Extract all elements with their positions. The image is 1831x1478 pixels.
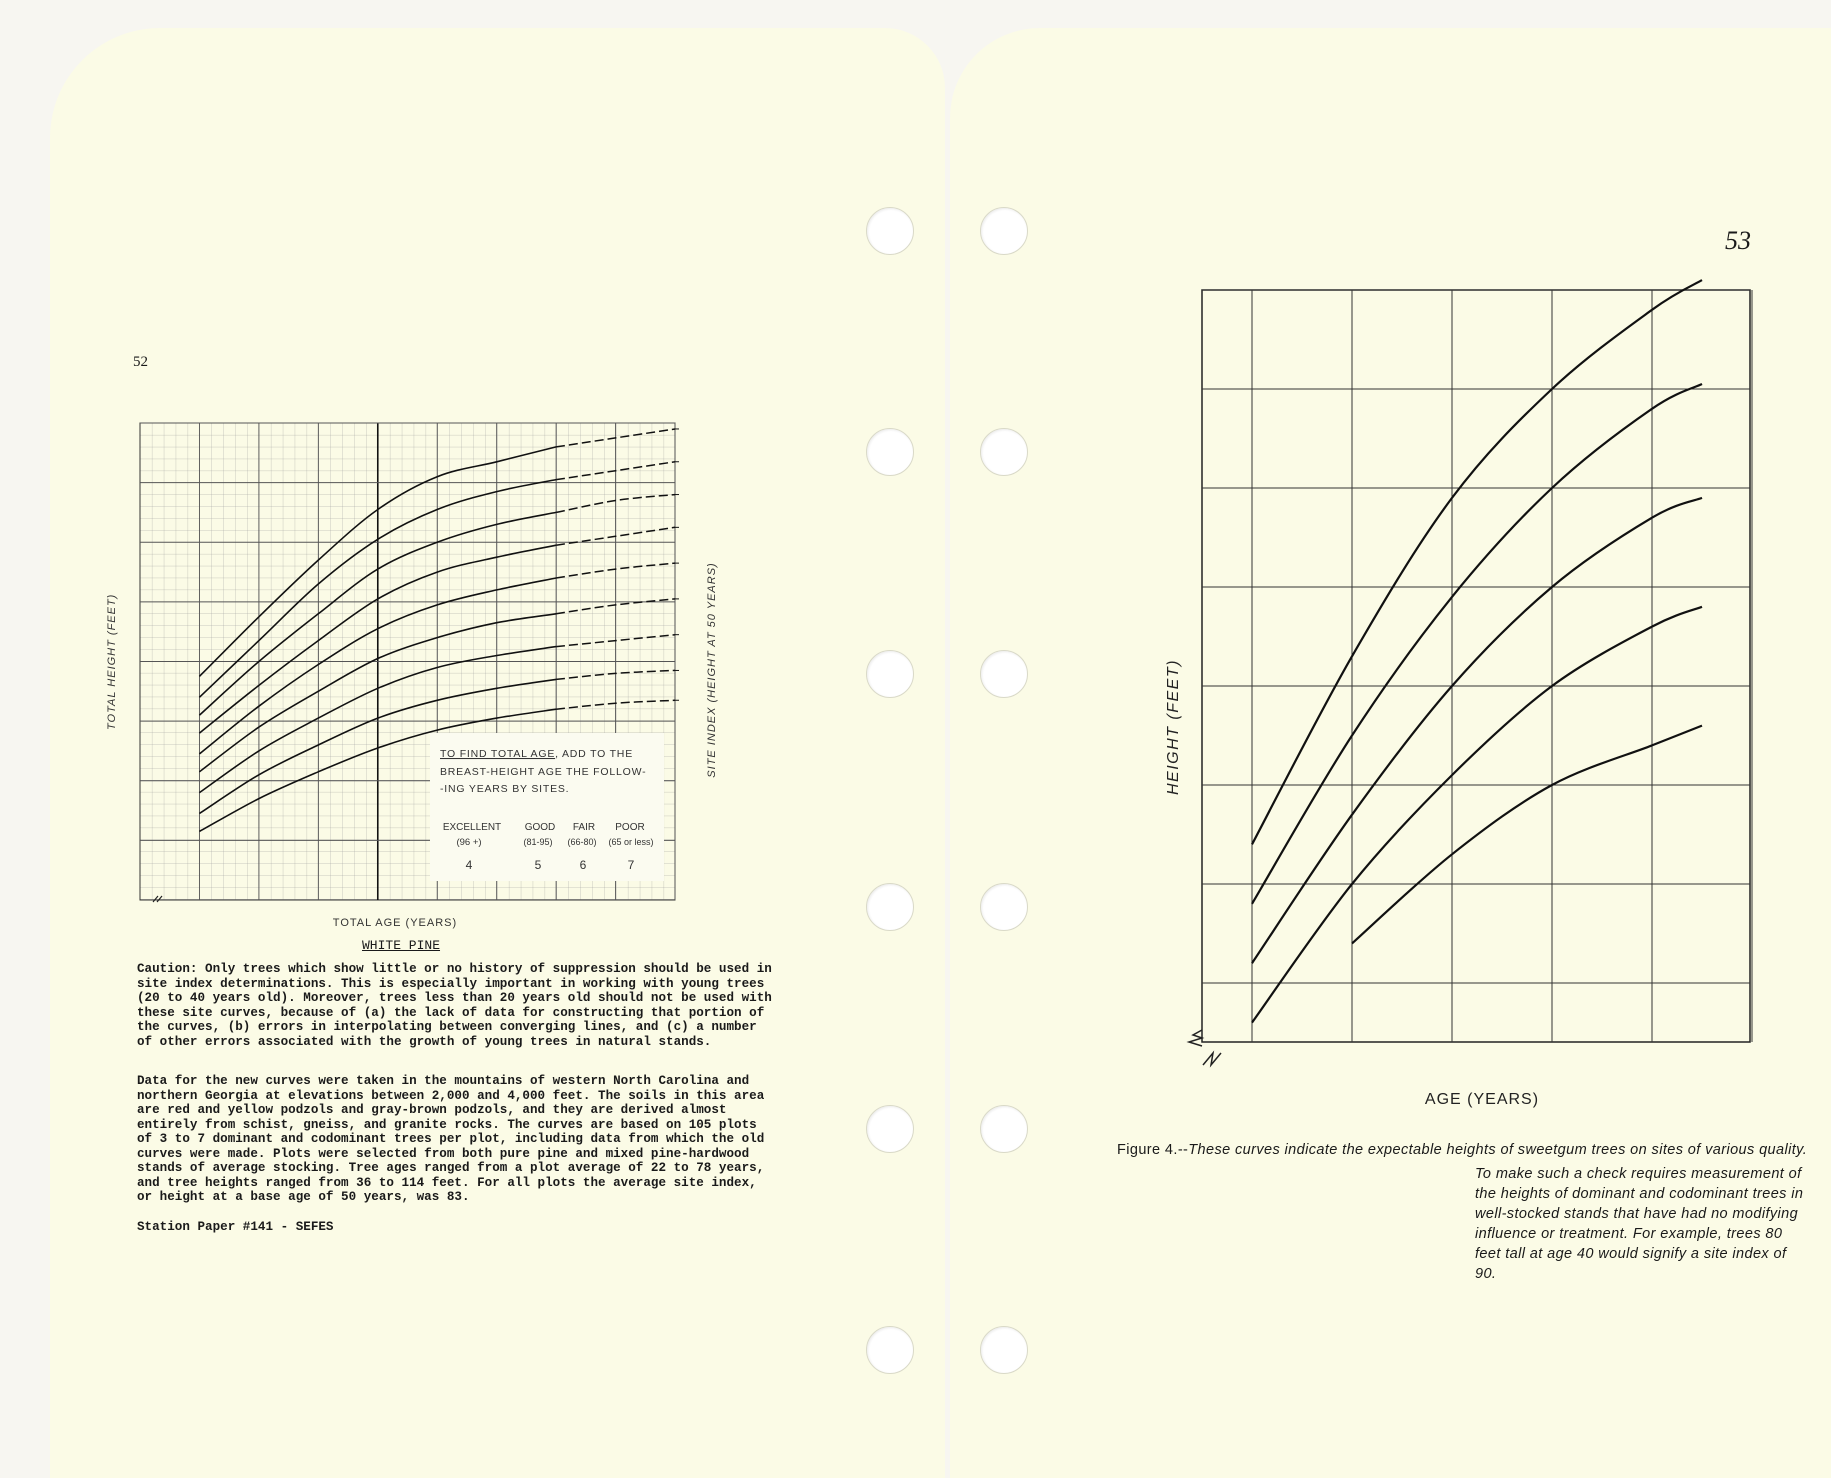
binder-hole	[866, 1326, 914, 1374]
inset-col-value: 4	[465, 858, 473, 872]
station-paper-footer: Station Paper #141 - SEFES	[137, 1220, 334, 1234]
site-curve-110	[1252, 280, 1702, 844]
binder-hole	[866, 883, 914, 931]
binder-hole	[866, 1105, 914, 1153]
caution-paragraph: Caution: Only trees which show little or no history of suppression should be used in site index determinations. This is especially important in working with young trees (20 to 40 years old). Moreover, trees less than 20 years old should not be used with these site curves, because of (a) the lack of data for constructing that portion of the curves, (b) errors in interpolating between converging lines, and (c) a number of other errors associated with the growth of young trees in natural stands.	[137, 962, 772, 1049]
binder-hole	[866, 428, 914, 476]
white-pine-site-index-chart	[95, 400, 755, 940]
binder-hole	[866, 650, 914, 698]
inset-col-range: (65 or less)	[608, 837, 654, 847]
inset-col-value: 5	[534, 858, 542, 872]
inset-col-value: 7	[627, 858, 635, 872]
data-paragraph: Data for the new curves were taken in the mountains of western North Carolina and northern Georgia at elevations between 2,000 and 4,000 feet. The soils in this area are red and yellow podzols and gray-brown podzols, and they are derived almost entirely from schist, gneiss, and granite rocks. The curves are based on 105 plots of 3 to 7 dominant and codominant trees per plot, including data from which the old curves were made. Plots were selected from both pure pine and mixed pine-hardwood stands of average stocking. Tree ages ranged from a plot average of 22 to 78 years, and tree heights ranged from 36 to 114 feet. For all plots the average site index, or height at a base age of 50 years, was 83.	[137, 1074, 765, 1204]
binder-hole	[980, 1326, 1028, 1374]
inset-line-1	[440, 748, 633, 760]
inset-col-range: (66-80)	[567, 837, 597, 847]
binder-hole	[980, 650, 1028, 698]
left-page-number: 52	[133, 354, 148, 370]
inset-col-range: (96 +)	[456, 837, 482, 848]
y-axis-title: HEIGHT (FEET)	[1165, 659, 1182, 795]
inset-line-2: BREAST-HEIGHT AGE THE FOLLOW-	[440, 766, 647, 778]
axis-break-mark	[1189, 1030, 1221, 1065]
binder-hole	[980, 207, 1028, 255]
inset-col-name: EXCELLENT	[442, 822, 502, 833]
binder-hole	[866, 207, 914, 255]
x-axis-title: TOTAL AGE (YEARS)	[332, 917, 458, 929]
caption-label: Figure 4.--	[1117, 1142, 1189, 1158]
binder-hole	[980, 883, 1028, 931]
inset-col-name: POOR	[615, 822, 645, 833]
x-axis-title: AGE (YEARS)	[1424, 1091, 1540, 1108]
inset-line-3: -ING YEARS BY SITES.	[440, 783, 570, 795]
caption-line-2: To make such a check requires measurement of the heights of dominant and codominant trees in well-stocked stands that have had no modifying influence or treatment. For example, trees 80 feet tall at age 40 would signify a site index of 90.	[1475, 1166, 1804, 1282]
left-figure-title: WHITE PINE	[362, 938, 441, 953]
inset-col-range: (81-95)	[523, 837, 553, 847]
caption-line-1: These curves indicate the expectable heights of sweetgum trees on sites of various quality.	[1188, 1142, 1808, 1158]
figure-4-caption	[1117, 1140, 1812, 1284]
y-axis-title: TOTAL HEIGHT (FEET)	[106, 593, 118, 730]
inset-col-name: GOOD	[524, 822, 556, 833]
right-page-number: 53	[1725, 226, 1751, 255]
inset-col-value: 6	[579, 858, 587, 872]
chart-plot-frame	[1202, 290, 1750, 1042]
site-curve-100	[1252, 384, 1702, 904]
inset-heading-underlined: TO FIND TOTAL AGE	[440, 748, 556, 760]
inset-heading-rest: , ADD TO THE	[555, 748, 633, 760]
sweetgum-site-index-chart	[1155, 270, 1755, 1120]
inset-col-name: FAIR	[572, 822, 596, 833]
site-curve-80	[1252, 607, 1702, 1023]
y2-axis-title: SITE INDEX (HEIGHT AT 50 YEARS)	[706, 562, 718, 778]
binder-hole	[980, 428, 1028, 476]
binder-hole	[980, 1105, 1028, 1153]
site-curve-70	[1352, 726, 1702, 944]
